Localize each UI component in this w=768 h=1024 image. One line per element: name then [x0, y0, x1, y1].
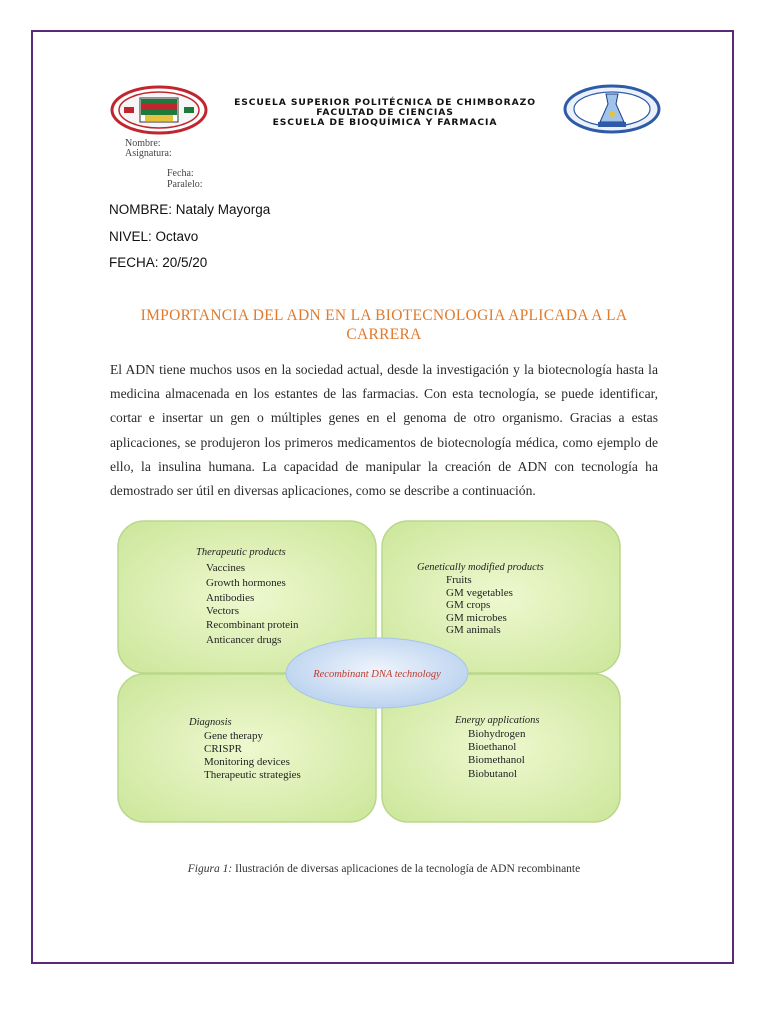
energy-item: Bioethanol	[468, 741, 517, 753]
student-name: NOMBRE: Nataly Mayorga	[109, 202, 271, 217]
gm-item: GM microbes	[446, 612, 507, 624]
caption-text: Ilustración de diversas aplicaciones de la tecnología de ADN recombinante	[232, 863, 581, 875]
espoch-logo	[110, 85, 208, 135]
gm-heading: Genetically modified products	[417, 562, 544, 573]
template-nombre-label: Nombre:	[125, 138, 161, 149]
gm-item: Fruits	[446, 574, 472, 586]
energy-item: Biobutanol	[468, 768, 517, 780]
therapeutic-item: Growth hormones	[206, 577, 286, 589]
body-paragraph: El ADN tiene muchos usos en la sociedad actual, desde la investigación y la biotecnología hasta la medicina almacenada en los estantes de las farmacias. Con esta tecnología, se puede identificar, cortar e insertar un gen o múltiples genes en el genoma de otro organismo. Gracias a estas aplicaciones, se produjeron los primeros medicamentos de biotecnología médica, como ejemplo de ello, la insulina humana. La capacidad de manipular la creación de ADN con tecnología ha demostrado ser útil en diversas aplicaciones, como se describe a continuación.	[110, 362, 658, 499]
institution-name: ESCUELA SUPERIOR POLITÉCNICA DE CHIMBORAZO	[234, 97, 536, 108]
therapeutic-item: Antibodies	[206, 592, 255, 604]
therapeutic-item: Vectors	[206, 605, 239, 617]
therapeutic-item: Vaccines	[206, 562, 246, 574]
title-line-1: IMPORTANCIA DEL ADN EN LA BIOTECNOLOGIA APLICADA A LA	[140, 307, 628, 324]
gm-item: GM animals	[446, 624, 501, 636]
figure-caption	[110, 863, 658, 875]
template-paralelo-label: Paralelo:	[167, 179, 203, 190]
student-level: NIVEL: Octavo	[109, 229, 199, 244]
document-date: FECHA: 20/5/20	[109, 255, 208, 270]
template-asignatura-label: Asignatura:	[125, 148, 172, 159]
diagnosis-item: Therapeutic strategies	[204, 769, 301, 781]
energy-item: Biomethanol	[468, 754, 525, 766]
therapeutic-item: Anticancer drugs	[206, 634, 282, 646]
diagnosis-item: Gene therapy	[204, 730, 263, 742]
gm-item: GM vegetables	[446, 587, 513, 599]
gm-item: GM crops	[446, 599, 491, 611]
school-name: ESCUELA DE BIOQUÍMICA Y FARMACIA	[272, 117, 498, 128]
diagnosis-item: CRISPR	[204, 743, 242, 755]
recombinant-dna-figure	[116, 519, 623, 824]
therapeutic-heading: Therapeutic products	[196, 547, 286, 558]
bioquimica-logo	[562, 84, 662, 134]
energy-item: Biohydrogen	[468, 728, 526, 740]
therapeutic-item: Recombinant protein	[206, 619, 299, 631]
diagnosis-heading: Diagnosis	[189, 717, 232, 728]
document-title	[120, 306, 648, 344]
faculty-name: FACULTAD DE CIENCIAS	[316, 107, 454, 118]
title-line-2: CARRERA	[346, 326, 422, 343]
template-fecha-label: Fecha:	[167, 168, 194, 179]
energy-heading: Energy applications	[455, 715, 540, 726]
center-label: Recombinant DNA technology	[313, 669, 441, 680]
diagnosis-item: Monitoring devices	[204, 756, 290, 768]
caption-prefix: Figura 1:	[187, 863, 233, 875]
